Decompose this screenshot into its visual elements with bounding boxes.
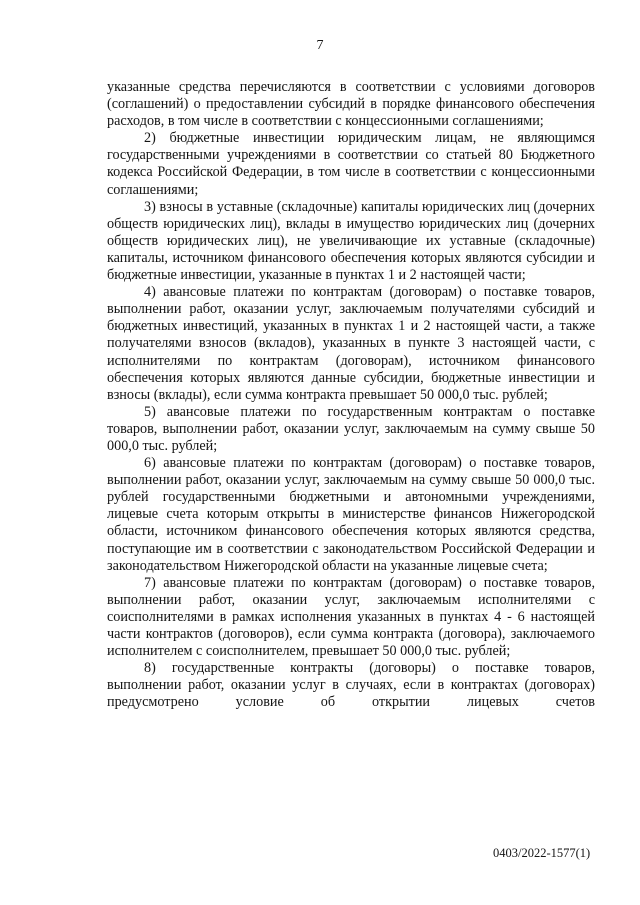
paragraph-item-8: 8) государственные контракты (договоры) о поставке товаров, выполнении работ, оказании услуг в случаях, если в контрактах (договорах) предусмотрено условие об открытии лицевых счетов (107, 660, 595, 711)
document-body (107, 79, 595, 711)
paragraph-item-4: 4) авансовые платежи по контрактам (договорам) о поставке товаров, выполнении работ, оказании услуг, заключаемым получателями субсидий и бюджетных инвестиций, указанных в пунктах 1 и 2 настоящей части, а также получателями взносов (вкладов), указанных в пункте 3 настоящей части, с исполнителями по контрактам (договорам), источником финансового обеспечения которых являются данные субсидии, бюджетные инвестиции и взносы (вклады), если сумма контракта превышает 50 000,0 тыс. рублей; (107, 284, 595, 403)
paragraph-item-7: 7) авансовые платежи по контрактам (договорам) о поставке товаров, выполнении работ, оказании услуг, заключаемым исполнителями с соисполнителями в рамках исполнения указанных в пунктах 4 - 6 настоящей части контрактов (договоров), если сумма контракта (договора), заключаемого исполнителем с соисполнителем, превышает 50 000,0 тыс. рублей; (107, 574, 595, 660)
paragraph-item-6: 6) авансовые платежи по контрактам (договорам) о поставке товаров, выполнении работ, оказании услуг, заключаемым на сумму свыше 50 000,0 тыс. рублей государственными бюджетными и автономными учреждениями, лицевые счета которым открыты в министерстве финансов Нижегородской области, источником финансового обеспечения которых являются средства, поступающие им в соответствии с законодательством Российской Федерации и законодательством Нижегородской области на указанные лицевые счета; (107, 455, 595, 574)
paragraph-item-5: 5) авансовые платежи по государственным контрактам о поставке товаров, выполнении работ, оказании услуг, заключаемым на сумму свыше 50 000,0 тыс. рублей; (107, 403, 595, 454)
page-number: 7 (316, 38, 324, 53)
document-code: 0403/2022-1577(1) (493, 846, 591, 860)
paragraph-item-2: 2) бюджетные инвестиции юридическим лицам, не являющимся государственными учреждениями в соответствии со статьей 80 Бюджетного кодекса Российской Федерации, в том числе в соответствии с концессионными соглашениями; (107, 130, 595, 198)
paragraph-item-3: 3) взносы в уставные (складочные) капиталы юридических лиц (дочерних обществ юридических лиц), вклады в имущество юридических лиц (дочерних обществ юридических лиц), не увеличивающие их уставные (складочные) капиталы, источником финансового обеспечения которых являются субсидии и бюджетные инвестиции, указанные в пунктах 1 и 2 настоящей части; (107, 198, 595, 284)
paragraph-continuation: указанные средства перечисляются в соответствии с условиями договоров (соглашений) о предоставлении субсидий в порядке финансового обеспечения расходов, в том числе в соответствии с концессионными соглашениями; (107, 79, 595, 130)
